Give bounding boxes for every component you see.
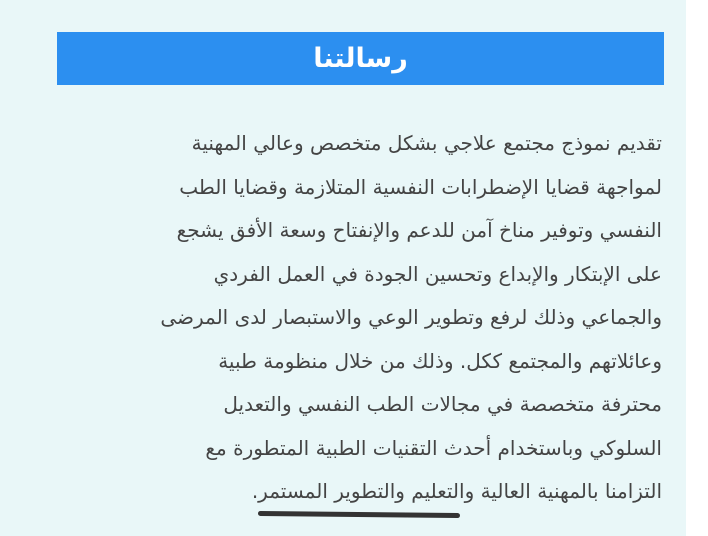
paragraph-line: والجماعي وذلك لرفع وتطوير الوعي والاستبصار لدى المرضى [160, 305, 662, 329]
paragraph-line: محترفة متخصصة في مجالات الطب النفسي والتعديل [223, 392, 662, 416]
paragraph-line: النفسي وتوفير مناخ آمن للدعم والإنفتاح وسعة الأفق يشجع [176, 218, 662, 242]
paragraph-line: التزامنا بالمهنية العالية والتعليم والتطوير المستمر. [251, 479, 662, 503]
paragraph-line: وعائلاتهم والمجتمع ككل. وذلك من خلال منظومة طبية [218, 348, 662, 373]
paragraph-line: السلوكي وباستخدام أحدث التقنيات الطبية المتطورة مع [205, 435, 662, 460]
section-title-bar [57, 32, 664, 85]
paragraph-line: لمواجهة قضايا الإضطرابات النفسية المتلازمة وقضايا الطب [179, 174, 662, 199]
page-right-edge [686, 0, 708, 536]
paragraph-line: على الإبتكار والإبداع وتحسين الجودة في العمل الفردي [213, 261, 662, 286]
section-title: رسالتنا [313, 43, 408, 74]
hand-drawn-underline [258, 511, 460, 518]
mission-paragraph [62, 122, 662, 514]
paragraph-line: تقديم نموذج مجتمع علاجي بشكل متخصص وعالي المهنية [191, 131, 662, 155]
